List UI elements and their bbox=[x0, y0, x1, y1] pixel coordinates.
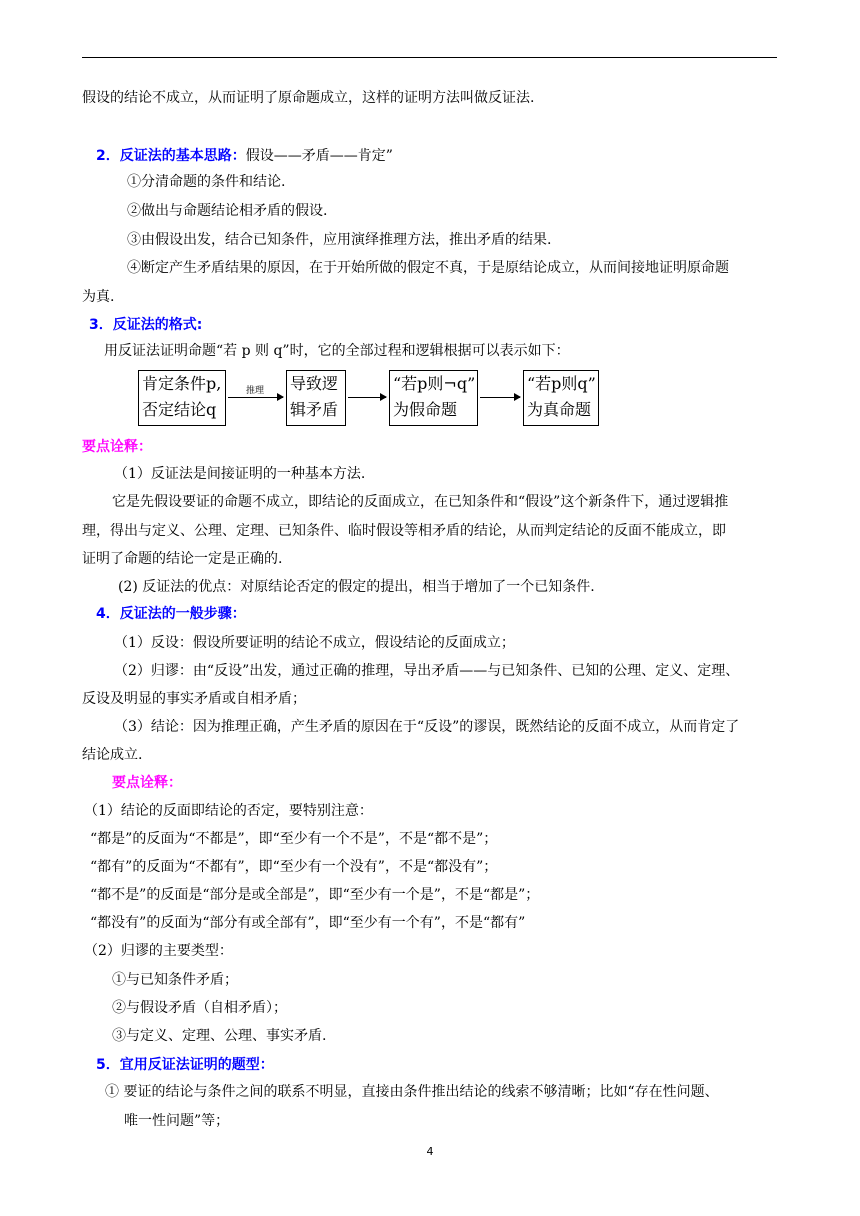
flow-box-false-line1: “若p则¬q” bbox=[393, 374, 476, 393]
s4-line-3: 反设及明显的事实矛盾或自相矛盾； bbox=[82, 691, 306, 707]
section5-heading: 5．宜用反证法证明的题型： bbox=[96, 1057, 274, 1073]
note2-line-7: ①与已知条件矛盾； bbox=[112, 972, 238, 988]
note2-line-4: “都不是”的反面是“部分是或全部是”，即“至少有一个是”，不是“都是”； bbox=[90, 887, 540, 903]
s5-line-1: ① 要证的结论与条件之间的联系不明显，直接由条件推出结论的线索不够清晰；比如“存在性问题、 bbox=[105, 1084, 719, 1100]
flow-arrow-3 bbox=[480, 397, 520, 398]
note1-line-4: 证明了命题的结论一定是正确的. bbox=[82, 551, 283, 567]
note2-line-1: （1）结论的反面即结论的否定，要特别注意： bbox=[84, 803, 373, 819]
flow-box-contradiction-line1: 导致逻 bbox=[290, 374, 339, 393]
note1-line-2: 它是先假设要证的命题不成立，即结论的反面成立，在已知条件和“假设”这个新条件下，通过逻辑推 bbox=[112, 494, 729, 510]
page-number: 4 bbox=[426, 1145, 434, 1158]
flow-box-false-line2: 为假命题 bbox=[393, 400, 458, 419]
note2-line-6: （2）归谬的主要类型： bbox=[84, 943, 233, 959]
note2-line-9: ③与定义、定理、公理、事实矛盾. bbox=[112, 1028, 327, 1044]
section2-title-tail: 假设——矛盾——肯定” bbox=[245, 148, 393, 164]
note2-line-8: ②与假设矛盾（自相矛盾）； bbox=[112, 1000, 287, 1016]
flow-arrow-2 bbox=[348, 397, 386, 398]
s2-item-3: ③由假设出发，结合已知条件，应用演绎推理方法，推出矛盾的结果. bbox=[127, 232, 552, 248]
s4-line-4: （3）结论：因为推理正确，产生矛盾的原因在于“反设”的谬误，既然结论的反面不成立，从而肯定了 bbox=[114, 719, 740, 735]
flow-box-contradiction-line2: 辑矛盾 bbox=[290, 400, 339, 419]
flow-box-premise-line2: 否定结论q bbox=[142, 400, 217, 419]
s4-line-2: （2）归谬：由“反设”出发，通过正确的推理，导出矛盾——与已知条件、已知的公理、定义、定理、 bbox=[114, 663, 740, 679]
flow-arrow-1 bbox=[228, 397, 283, 398]
flow-arrow-label: 推理 bbox=[246, 386, 265, 396]
note1-line-5: (2) 反证法的优点：对原结论否定的假定的提出，相当于增加了一个已知条件. bbox=[118, 579, 595, 595]
s2-item-4: ④断定产生矛盾结果的原因，在于开始所做的假定不真，于是原结论成立，从而间接地证明原命题 bbox=[127, 260, 729, 276]
header-rule bbox=[82, 57, 777, 58]
section2-title: 2．反证法的基本思路： bbox=[96, 148, 246, 164]
s5-line-2: 唯一性问题”等； bbox=[124, 1113, 230, 1129]
note2-line-5: “都没有”的反面为“部分有或全部有”，即“至少有一个有”，不是“都有” bbox=[90, 915, 526, 931]
s4-line-1: （1）反设：假设所要证明的结论不成立，假设结论的反面成立； bbox=[114, 635, 515, 651]
flow-box-premise bbox=[138, 370, 226, 426]
s2-item-4-cont: 为真. bbox=[82, 289, 115, 305]
s2-item-2: ②做出与命题结论相矛盾的假设. bbox=[127, 203, 328, 219]
intro-line: 假设的结论不成立，从而证明了原命题成立，这样的证明方法叫做反证法. bbox=[82, 90, 535, 106]
section3-heading: 3．反证法的格式: bbox=[89, 317, 203, 333]
note1-line-1: （1）反证法是间接证明的一种基本方法. bbox=[114, 466, 366, 482]
flow-box-contradiction bbox=[286, 370, 346, 426]
section4-heading: 4．反证法的一般步骤： bbox=[96, 606, 246, 622]
note2-line-3: “都有”的反面为“不都有”，即“至少有一个没有”，不是“都没有”； bbox=[90, 859, 498, 875]
flow-box-false bbox=[389, 370, 478, 426]
flow-box-true-line2: 为真命题 bbox=[527, 400, 592, 419]
s2-item-1: ①分清命题的条件和结论. bbox=[127, 174, 286, 190]
flow-box-true bbox=[523, 370, 599, 426]
flow-box-true-line1: “若p则q” bbox=[527, 374, 596, 393]
section2-heading bbox=[96, 146, 393, 166]
note1-heading: 要点诠释： bbox=[82, 439, 152, 455]
flow-box-premise-line1: 肯定条件p, bbox=[142, 374, 222, 393]
s4-line-5: 结论成立. bbox=[82, 747, 143, 763]
note1-line-3: 理，得出与定义、公理、定理、已知条件、临时假设等相矛盾的结论，从而判定结论的反面不能成立，即 bbox=[82, 523, 726, 539]
note2-line-2: “都是”的反面为“不都是”，即“至少有一个不是”，不是“都不是”； bbox=[90, 831, 498, 847]
note2-heading: 要点诠释： bbox=[112, 775, 182, 791]
section3-intro: 用反证法证明命题“若 p 则 q”时，它的全部过程和逻辑根据可以表示如下： bbox=[104, 343, 570, 359]
